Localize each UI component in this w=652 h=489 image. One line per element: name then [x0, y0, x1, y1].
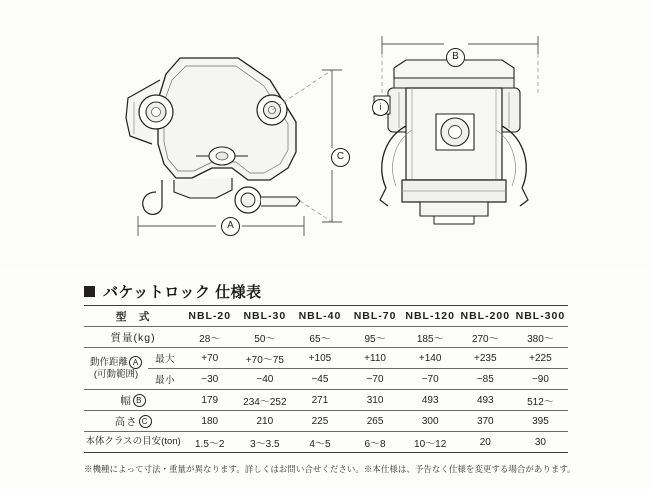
- cell: 185〜: [403, 327, 458, 348]
- cell: 300: [403, 411, 458, 432]
- cell: −90: [513, 369, 568, 390]
- spec-table-wrapper: [84, 305, 568, 453]
- column-header-0: NBL-20: [182, 306, 237, 327]
- cell: 370: [458, 411, 513, 432]
- column-header-6: NBL-300: [513, 306, 568, 327]
- cell: 225: [292, 411, 347, 432]
- row-label-mass: 質量(kg): [84, 327, 182, 348]
- cell: +70〜75: [237, 348, 292, 369]
- callout-a-left: A: [221, 217, 240, 236]
- cell: 271: [292, 390, 347, 411]
- table-row: [84, 390, 568, 411]
- circled-c-label: C: [139, 415, 152, 428]
- cell: 210: [237, 411, 292, 432]
- section-heading: [84, 281, 262, 302]
- cell: −45: [292, 369, 347, 390]
- column-header-5: NBL-200: [458, 306, 513, 327]
- callout-b-right: B: [446, 48, 465, 67]
- table-row: [84, 369, 568, 390]
- cell: −30: [182, 369, 237, 390]
- cell: 10〜12: [403, 432, 458, 453]
- row-sublabel-max: 最大: [148, 348, 182, 369]
- cell: 270〜: [458, 327, 513, 348]
- cell: 493: [403, 390, 458, 411]
- cell: 179: [182, 390, 237, 411]
- table-row: [84, 432, 568, 453]
- bucket-lock-front-view-drawing: [360, 30, 580, 260]
- circled-b-label: B: [133, 394, 146, 407]
- cell: 310: [348, 390, 403, 411]
- cell: 234〜252: [237, 390, 292, 411]
- callout-c-left: C: [331, 148, 350, 167]
- table-row: [84, 348, 568, 369]
- cell: 28〜: [182, 327, 237, 348]
- callout-d-right: i: [372, 99, 389, 116]
- column-header-3: NBL-70: [348, 306, 403, 327]
- cell: −85: [458, 369, 513, 390]
- cell: 30: [513, 432, 568, 453]
- row-sublabel-min: 最小: [148, 369, 182, 390]
- cell: +225: [513, 348, 568, 369]
- cell: 265: [348, 411, 403, 432]
- spec-table: [84, 305, 568, 453]
- cell: +140: [403, 348, 458, 369]
- page-title: バケットロック 仕様表: [103, 284, 262, 301]
- cell: 493: [458, 390, 513, 411]
- black-square-icon: [84, 286, 95, 297]
- cell: 65〜: [292, 327, 347, 348]
- cell: 512〜: [513, 390, 568, 411]
- cell: 3〜3.5: [237, 432, 292, 453]
- table-row: [84, 327, 568, 348]
- column-header-4: NBL-120: [403, 306, 458, 327]
- cell: 180: [182, 411, 237, 432]
- cell: 4〜5: [292, 432, 347, 453]
- cell: +105: [292, 348, 347, 369]
- cell: 6〜8: [348, 432, 403, 453]
- cell: +235: [458, 348, 513, 369]
- cell: 95〜: [348, 327, 403, 348]
- column-header-2: NBL-40: [292, 306, 347, 327]
- circled-a-label: A: [129, 356, 142, 369]
- bucket-lock-side-view-drawing: [120, 40, 370, 260]
- cell: −70: [403, 369, 458, 390]
- table-row: [84, 411, 568, 432]
- cell: 380〜: [513, 327, 568, 348]
- header-label: 型 式: [84, 306, 182, 327]
- row-label-height: 高さ C: [84, 411, 182, 432]
- footnote: ※機種によって寸法・重量が異なります。詳しくはお問い合せください。※本仕様は、予告なく仕様を変更する場合があります。: [84, 464, 576, 474]
- cell: 1.5〜2: [182, 432, 237, 453]
- column-header-1: NBL-30: [237, 306, 292, 327]
- cell: −40: [237, 369, 292, 390]
- table-header-row: [84, 306, 568, 327]
- row-label-machine-class: 本体クラスの目安(ton): [84, 432, 182, 453]
- cell: −70: [348, 369, 403, 390]
- cell: 395: [513, 411, 568, 432]
- row-label-stroke: 動作距離 A (可動範囲): [84, 348, 148, 390]
- cell: 20: [458, 432, 513, 453]
- cell: 50〜: [237, 327, 292, 348]
- cell: +110: [348, 348, 403, 369]
- row-label-width: 幅 B: [84, 390, 182, 411]
- cell: +70: [182, 348, 237, 369]
